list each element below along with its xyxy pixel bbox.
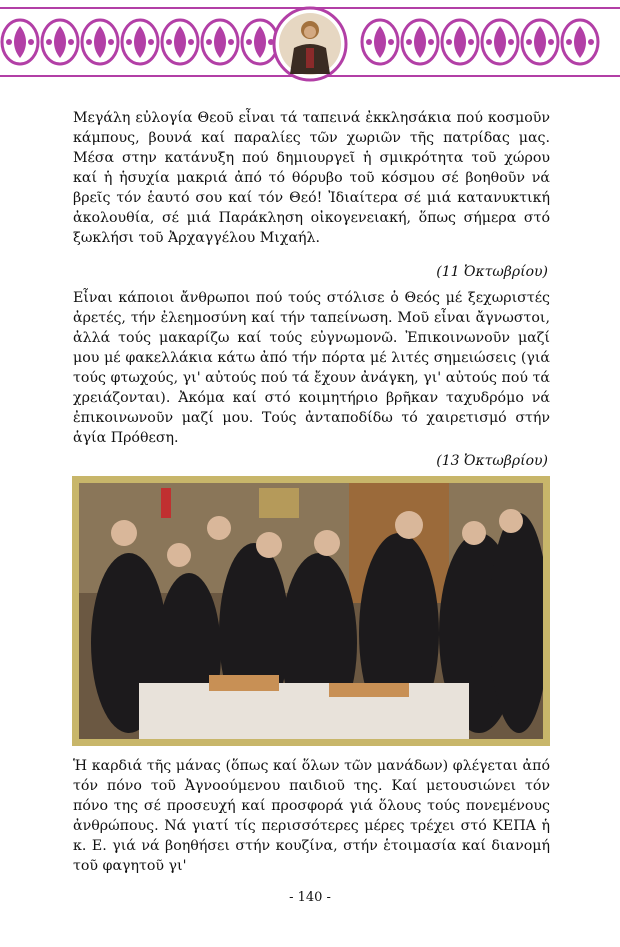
fleur-de-lis-icon bbox=[202, 20, 238, 64]
fleur-de-lis-icon bbox=[162, 20, 198, 64]
fleur-de-lis-icon bbox=[402, 20, 438, 64]
group-photograph bbox=[79, 483, 543, 739]
paragraph: Εἶναι κάποιοι ἄνθρωποι πού τούς στόλισε ὁ Θεός μέ ξεχωριστές ἀρετές, τήν ἐλεημοσύνη καί τήν ταπείνωση. Μοῦ εἶναι ἄγνωστοι, ἀλλά τούς μακαρίζω καί τούς εὐγνωμονῶ. Ἐπικοινωνοῦν μαζί μου μέ φακελλάκια κάτω ἀπό τήν πόρτα μέ λιτές σημειώσεις (γιά τούς φτωχούς, γι' αὐτούς πού τά ἔχουν ἀνάγκη, γι' αὐτούς πού τά χρειάζονται). Ἀκόμα καί στό κοιμητήριο βρῆκαν ταχυδρόμο νά ἐπικοινωνοῦν μαζί μου. Τούς ἀνταποδίδω τό χαιρετισμό στήν ἁγία Πρόθεση. bbox=[73, 290, 550, 446]
fleur-de-lis-icon bbox=[122, 20, 158, 64]
fleur-de-lis-icon bbox=[362, 20, 398, 64]
saint-medallion-icon bbox=[274, 8, 346, 80]
fleur-de-lis-icon bbox=[522, 20, 558, 64]
fleur-de-lis-icon bbox=[2, 20, 38, 64]
date-label: (11 Ὀκτωβρίου) bbox=[436, 264, 548, 280]
ornament-band bbox=[0, 0, 620, 84]
photo-illustration bbox=[79, 483, 543, 739]
page-number: - 140 - bbox=[289, 890, 331, 905]
paragraph: Μεγάλη εὐλογία Θεοῦ εἶναι τά ταπεινά ἐκκλησάκια πού κοσμοῦν κάμπους, βουνά καί παραλίες τῶν χωριῶν τῆς πατρίδας μας. Μέσα στην κατάνυξη πού δημιουργεῖ ἡ σμικρότητα τοῦ χώρου καί ἡ ἡσυχία μακριά ἀπό τό θόρυβο τοῦ κόσμου σέ βοηθοῦν νά βρεῖς τόν ἑαυτό σου καί τόν Θεό! Ἰδιαίτερα σέ μιά κατανυκτική ἀκολουθία, σέ μιά Παράκληση οἰκογενειακή, ὅπως σήμερα στό ξωκλήσι τοῦ Ἀρχαγγέλου Μιχαήλ. bbox=[73, 110, 550, 246]
fleur-de-lis-icon bbox=[482, 20, 518, 64]
fleur-de-lis-icon bbox=[42, 20, 78, 64]
date-label: (13 Ὀκτωβρίου) bbox=[436, 453, 548, 469]
fleur-de-lis-icon bbox=[82, 20, 118, 64]
fleur-de-lis-icon bbox=[442, 20, 478, 64]
paragraph: Ἡ καρδιά τῆς μάνας (ὅπως καί ὅλων τῶν μανάδων) φλέγεται ἀπό τόν πόνο τοῦ Ἀγνοούμενου παιδιοῦ της. Καί μετουσιώνει τόν πόνο της σέ προσευχή καί προσφορά γιά ὅλους τούς πονεμένους ἀνθρώπους. Νά γιατί τίς περισσότερες μέρες τρέχει στό ΚΕΠΑ ἡ κ. Ε. γιά νά βοηθήσει στήν κουζίνα, στήν ἑτοιμασία καί διανομή τοῦ φαγητοῦ γι' bbox=[73, 758, 550, 874]
fleur-de-lis-icon bbox=[562, 20, 598, 64]
ornamental-header-banner bbox=[0, 0, 620, 84]
photo-frame bbox=[72, 476, 550, 746]
